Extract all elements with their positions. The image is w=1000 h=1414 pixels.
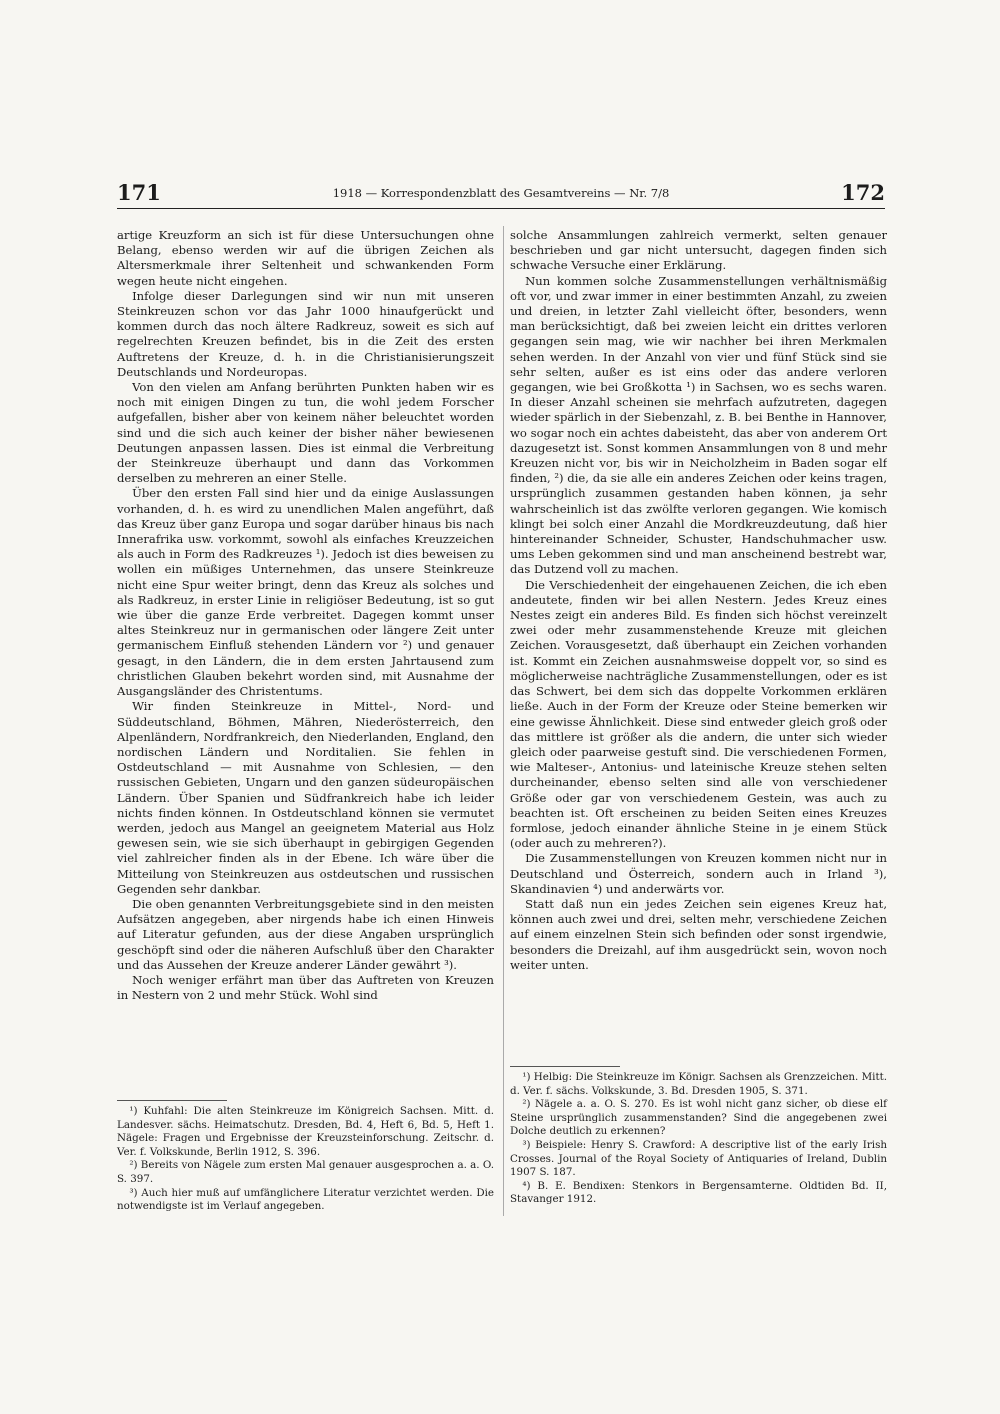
footnote: ⁴) B. E. Bendixen: Stenkors in Bergensamterne. Oldtiden Bd. II, Stavanger 1912.: [510, 1179, 887, 1206]
right-column: [510, 228, 887, 1078]
page-number-right: 172: [841, 180, 885, 205]
paragraph: Noch weniger erfährt man über das Auftreten von Kreuzen in Nestern von 2 und mehr Stück. Wohl sind: [117, 972, 494, 1003]
footnote: ¹) Kuhfahl: Die alten Steinkreuze im Königreich Sachsen. Mitt. d. Landesver. sächs. Heimatschutz. Dresden, Bd. 4, Heft 6, Bd. 5, Heft 1. Nägele: Fragen und Ergebnisse der Kreuzsteinforschung. Zeitschr. d. Ver. f. Volkskunde, Berlin 1912, S. 396.: [117, 1105, 494, 1158]
header-rule: [117, 208, 885, 209]
footnote: ¹) Helbig: Die Steinkreuze im Königr. Sachsen als Grenzzeichen. Mitt. d. Ver. f. sächs. Volkskunde, 3. Bd. Dresden 1905, S. 371.: [510, 1071, 887, 1097]
paragraph: Wir finden Steinkreuze in Mittel-, Nord- und Süddeutschland, Böhmen, Mähren, Niederösterreich, den Alpenländern, Nordfrankreich, den Niederlanden, England, den nordischen Ländern und Norditalien. Sie fehlen in Ostdeutschland — mit Ausnahme von Schlesien, — den russischen Gebieten, Ungarn und den ganzen südeuropäischen Ländern. Über Spanien und Südfrankreich habe ich leider nichts finden können. In Ostdeutschland können sie vermutet werden, jedoch aus Mangel an geeignetem Material aus Holz gewesen sein, wie sie sich überhaupt in gebirgigen Gegenden viel zahlreicher finden als in der Ebene. Ich wäre über die Mitteilung von Steinkreuzen aus ostdeutschen und russischen Gegenden sehr dankbar.: [117, 699, 494, 896]
footnote-rule: [117, 1100, 227, 1101]
column-divider: [503, 226, 504, 1216]
paragraph: Die Verschiedenheit der eingehauenen Zeichen, die ich eben andeutete, finden wir bei allen Nestern. Jedes Kreuz eines Nestes zeigt ein anderes Bild. Es finden sich höchst vereinzelt zwei oder mehr zusammenstehende Kreuze mit gleichen Zeichen. Vorausgesetzt, daß überhaupt ein Zeichen vorhanden ist. Kommt ein Zeichen ausnahmsweise doppelt vor, so sind es möglicherweise nachträgliche Zusammenstellungen, oder es ist das Schwert, bei dem sich das doppelte Vorkommen erklären ließe. Auch in der Form der Kreuze oder Steine bemerken wir eine gewisse Ähnlichkeit. Diese sind entweder gleich groß oder das mittlere ist größer als die andern, die unter sich wieder gleich oder paarweise gestuft sind. Die verschiedenen Formen, wie Malteser-, Antonius- und lateinische Kreuze stehen selten durcheinander, ebenso selten sind alle von verschiedener Größe oder gar von verschiedenem Gestein, was auch zu beachten ist. Oft erscheinen zu beiden Seiten eines Kreuzes formlose, jedoch einander ähnliche Steine in je einem Stück (oder auch zu mehreren?).: [510, 577, 887, 851]
paragraph: Die Zusammenstellungen von Kreuzen kommen nicht nur in Deutschland und Österreich, sondern auch in Irland ³), Skandinavien ⁴) und anderwärts vor.: [510, 851, 887, 896]
paragraph: Statt daß nun ein jedes Zeichen sein eigenes Kreuz hat, können auch zwei und drei, selten mehr, verschiedene Zeichen auf einem einzelnen Stein sich befinden oder sonst irgendwie, besonders die Dreizahl, auf ihm ausgedrückt sein, wovon noch weiter unten.: [510, 896, 887, 972]
footnote: ²) Bereits von Nägele zum ersten Mal genauer ausgesprochen a. a. O. S. 397.: [117, 1159, 494, 1185]
page-header: [117, 180, 885, 210]
footnote: ²) Nägele a. a. O. S. 270. Es ist wohl nicht ganz sicher, ob diese elf Steine ursprünglich zusammenstanden? Sind die angegebenen zwei Dolche deutlich zu erkennen?: [510, 1098, 887, 1138]
paragraph: Infolge dieser Darlegungen sind wir nun mit unseren Steinkreuzen schon vor das Jahr 1000 hinaufgerückt und kommen durch das noch ältere Radkreuz, soweit es sich auf regelrechten Kreuzen befindet, bis in die Zeit des ersten Auftretens der Kreuze, d. h. in die Christianisierungszeit Deutschlands und Nordeuropas.: [117, 288, 494, 379]
right-footnotes: [510, 1066, 887, 1207]
footnote: ³) Beispiele: Henry S. Crawford: A descriptive list of the early Irish Crosses. Journal of the Royal Society of Antiquaries of Ireland, Dublin 1907 S. 187.: [510, 1138, 887, 1179]
paragraph: Von den vielen am Anfang berührten Punkten haben wir es noch mit einigen Dingen zu tun, die wohl jedem Forscher aufgefallen, bisher aber von keinem näher beleuchtet worden sind und die sich auch keiner der bisher näher bewiesenen Deutungen anpassen lassen. Dies ist einmal die Verbreitung der Steinkreuze überhaupt und dann das Vorkommen derselben zu mehreren an einer Stelle.: [117, 380, 494, 486]
paragraph: Über den ersten Fall sind hier und da einige Auslassungen vorhanden, d. h. es wird zu unendlichen Malen angeführt, daß das Kreuz über ganz Europa und sogar darüber hinaus bis nach Innerafrika usw. vorkommt, sowohl als einfaches Kreuzzeichen als auch in Form des Radkreuzes ¹). Jedoch ist dies beweisen zu wollen ein müßiges Unternehmen, das unsere Steinkreuze nicht eine Spur weiter bringt, denn das Kreuz als solches und als Radkreuz, in erster Linie in religiöser Bedeutung, ist so gut wie über die ganze Erde verbreitet. Dagegen kommt unser altes Steinkreuz nur in germanischen oder längere Zeit unter germanischem Einfluß stehenden Ländern vor ²) und genauer gesagt, in den Ländern, die in dem ersten Jahrtausend zum christlichen Glauben bekehrt worden sind, mit Ausnahme der Ausgangsländer des Christentums.: [117, 486, 494, 699]
left-footnotes: [117, 1100, 494, 1214]
left-column: [117, 228, 494, 1208]
running-title: 1918 — Korrespondenzblatt des Gesamtvereins — Nr. 7/8: [332, 186, 670, 200]
footnote: ³) Auch hier muß auf umfänglichere Literatur verzichtet werden. Die notwendigste ist im Verlauf angegeben.: [117, 1186, 494, 1213]
page-number-left: 171: [117, 180, 161, 205]
paragraph: Nun kommen solche Zusammenstellungen verhältnismäßig oft vor, und zwar immer in einer bestimmten Anzahl, zu zweien und dreien, in letzter Zahl vielleicht öfter, besonders, wenn man berücksichtigt, daß bei zweien leicht ein drittes verloren gegangen sein mag, wie wir nachher bei ihren Merkmalen sehen werden. In der Anzahl von vier und fünf Stück sind sie sehr selten, außer es ist eins oder das andere verloren gegangen, wie bei Großkotta ¹) in Sachsen, wo es sechs waren. In dieser Anzahl scheinen sie mehrfach aufzutreten, dagegen wieder spärlich in der Siebenzahl, z. B. bei Benthe in Hannover, wo sogar noch ein achtes dabeisteht, das aber von anderem Ort dazugesetzt ist. Sonst kommen Ansammlungen von 8 und mehr Kreuzen nicht vor, bis wir in Neicholzheim in Baden sogar elf finden, ²) die, da sie alle ein anderes Zeichen oder keins tragen, ursprünglich zusammen gestanden haben können, ja sehr wahrscheinlich ist das zwölfte verloren gegangen. Wie komisch klingt bei solch einer Anzahl die Mordkreuzdeutung, daß hier hintereinander Schneider, Schuster, Handschuhmacher usw. ums Leben gekommen sind und man anscheinend bestrebt war, das Dutzend voll zu machen.: [510, 273, 887, 577]
paragraph: Die oben genannten Verbreitungsgebiete sind in den meisten Aufsätzen angegeben, aber nirgends habe ich einen Hinweis auf Literatur gefunden, aus der diese Angaben ursprünglich geschöpft sind oder die näheren Aufschluß über den Charakter und das Aussehen der Kreuze anderer Länder gewährt ³).: [117, 896, 494, 972]
footnote-rule: [510, 1066, 620, 1067]
paragraph: solche Ansammlungen zahlreich vermerkt, selten genauer beschrieben und gar nicht untersucht, dagegen finden sich schwache Versuche einer Erklärung.: [510, 228, 887, 273]
paragraph: artige Kreuzform an sich ist für diese Untersuchungen ohne Belang, ebenso werden wir auf die übrigen Zeichen als Altersmerkmale ihrer Seltenheit und schwankenden Form wegen heute nicht eingehen.: [117, 228, 494, 288]
